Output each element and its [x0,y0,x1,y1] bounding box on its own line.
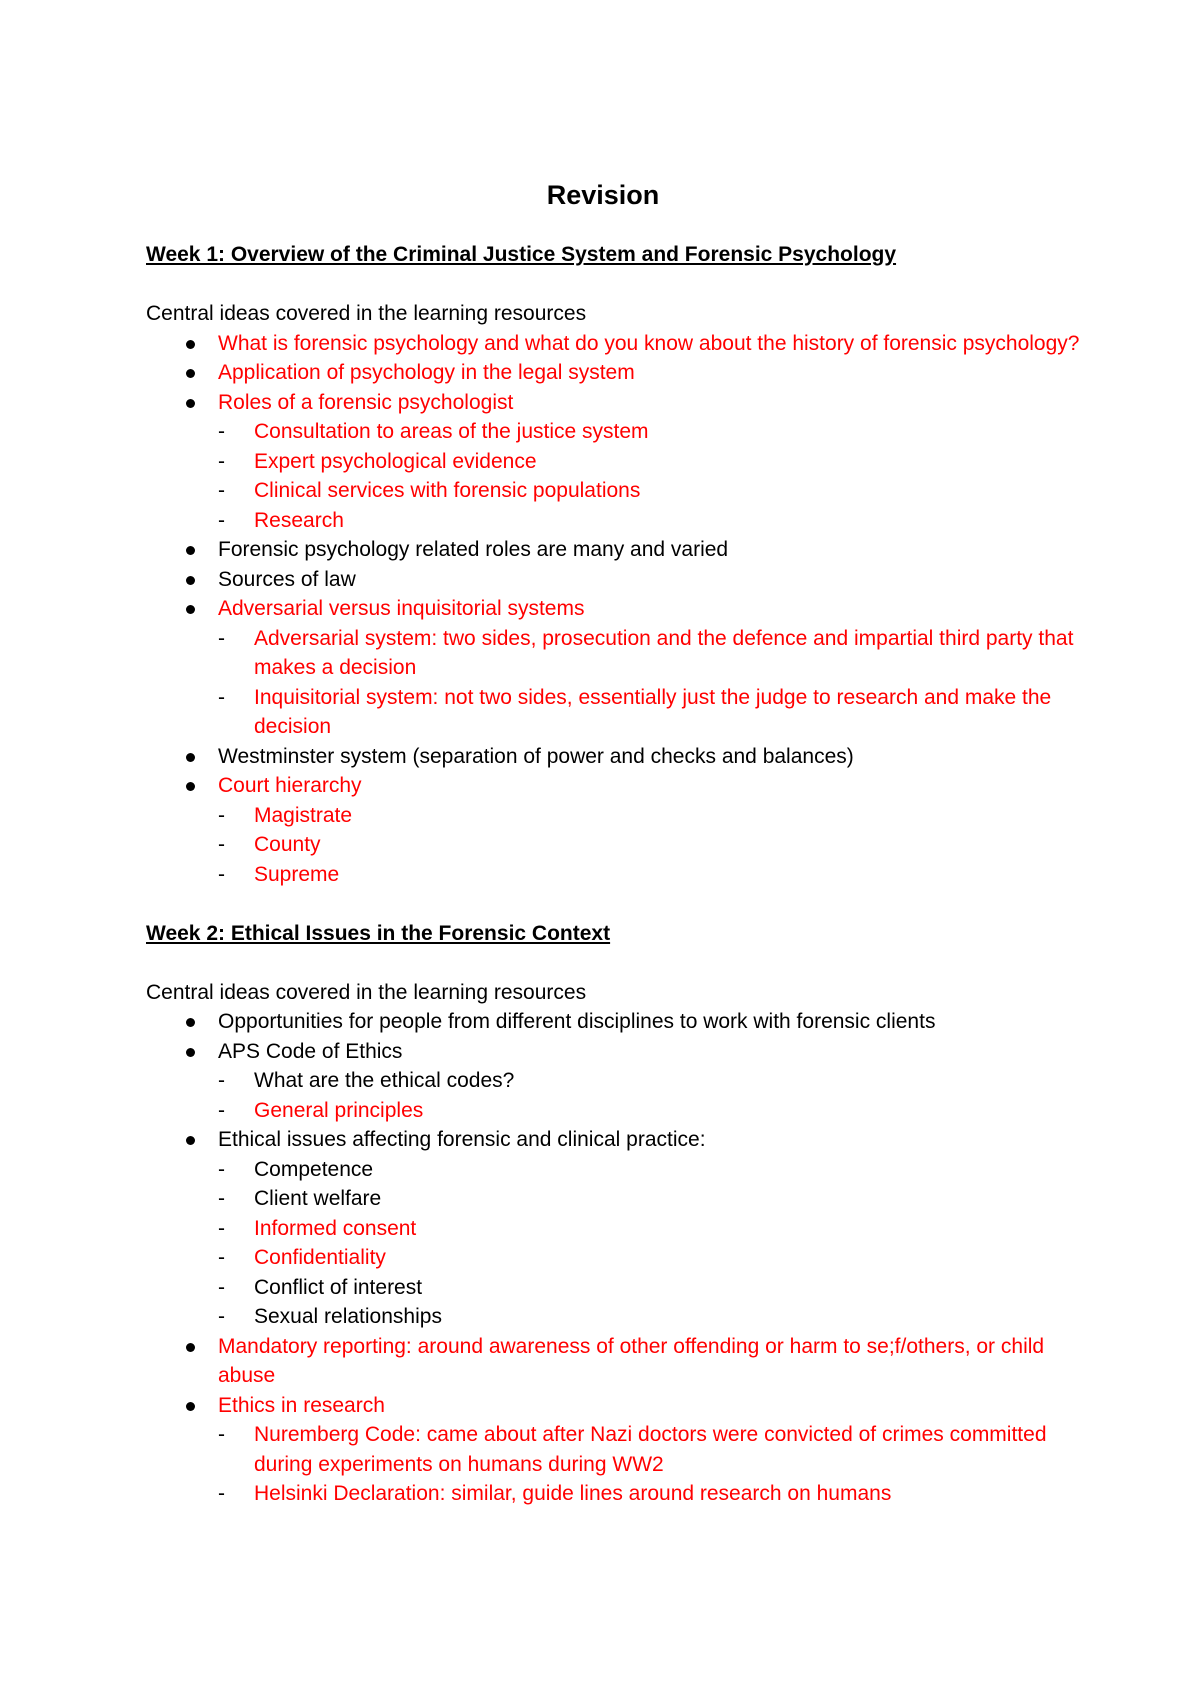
sub-item-text: County [254,833,321,856]
dash-icon: - [218,1482,225,1505]
dash-icon: - [218,449,225,473]
sub-list [218,624,1086,742]
section-intro: Central ideas covered in the learning resources [146,980,587,1004]
bullet-text: Mandatory reporting: around awareness of other offending or harm to se;f/others, or child abuse [218,1334,1045,1387]
bullet-item [146,1007,1086,1037]
section-heading: Week 1: Overview of the Criminal Justice System and Forensic Psychology [146,243,897,266]
sub-item [218,417,1086,447]
bullet-text: Roles of a forensic psychologist [218,390,514,414]
bullet-dot-icon [186,1136,195,1145]
bullet-dot-icon [186,1343,195,1352]
bullet-dot-icon [186,782,195,791]
dash-icon: - [218,685,225,709]
sub-item-text: What are the ethical codes? [254,1069,515,1092]
sub-item [218,1302,1086,1332]
dash-icon: - [218,862,225,886]
bullet-item [146,565,1086,595]
bullet-item [146,358,1086,388]
bullet-item [146,329,1086,359]
dash-icon: - [218,1157,225,1181]
bullet-text: Ethical issues affecting forensic and clinical practice: [218,1128,706,1151]
bullet-dot-icon [186,340,195,349]
dash-icon: - [218,1305,225,1328]
sub-item [218,1066,1086,1096]
dash-icon: - [218,508,225,532]
sub-list [218,801,1086,890]
sub-item-text: Clinical services with forensic populations [254,479,641,502]
bullet-dot-icon [186,1402,195,1411]
sub-item [218,860,1086,890]
dash-icon: - [218,1275,225,1299]
dash-icon: - [218,479,225,502]
sub-item-text: Nuremberg Code: came about after Nazi doctors were convicted of crimes committed during experiments on humans during WW2 [254,1423,1047,1476]
dash-icon: - [218,420,225,443]
sub-item [218,476,1086,506]
bullet-item [146,1125,1086,1332]
bullet-item [146,388,1086,536]
bullet-dot-icon [186,1048,195,1057]
bullet-list [146,1007,1086,1509]
sub-item [218,506,1086,536]
sub-item [218,683,1086,742]
sub-item-text: Adversarial system: two sides, prosecution and the defence and impartial third party that makes a decision [254,626,1074,679]
section-spacer [146,889,1086,919]
bullet-dot-icon [186,1018,195,1027]
sub-item-text: Research [254,508,344,532]
sub-item [218,447,1086,477]
bullet-dot-icon [186,576,195,585]
dash-icon: - [218,1423,225,1446]
sub-item [218,1155,1086,1185]
sub-list [218,1066,1086,1125]
dash-icon: - [218,833,225,856]
bullet-dot-icon [186,369,195,378]
bullet-text: Ethics in research [218,1393,385,1417]
sub-item-text: Supreme [254,862,340,886]
bullet-text: APS Code of Ethics [218,1039,403,1063]
bullet-text: Westminster system (separation of power and checks and balances) [218,744,854,768]
sub-list [218,417,1086,535]
bullet-text: Application of psychology in the legal system [218,361,635,384]
bullet-text: Opportunities for people from different disciplines to work with forensic clients [218,1010,936,1033]
bullet-item [146,1332,1086,1391]
bullet-list [146,329,1086,890]
bullet-item [146,1391,1086,1509]
sub-item [218,1479,1086,1509]
bullet-text: Forensic psychology related roles are many and varied [218,538,729,561]
sub-list [218,1155,1086,1332]
bullet-item [146,742,1086,772]
sub-item-text: Expert psychological evidence [254,449,537,473]
sub-item [218,830,1086,860]
section-week-1 [146,240,1086,919]
section-week-2 [146,919,1086,1509]
sub-item [218,801,1086,831]
sub-item [218,1243,1086,1273]
bullet-item [146,1037,1086,1126]
bullet-text: What is forensic psychology and what do you know about the history of forensic psychology? [218,331,1080,355]
sub-item-text: Helsinki Declaration: similar, guide lines around research on humans [254,1482,892,1505]
sub-item-text: Confidentiality [254,1246,386,1269]
sub-item [218,1420,1086,1479]
document-title: Revision [546,180,660,210]
dash-icon: - [218,1246,225,1269]
sub-item [218,1184,1086,1214]
bullet-text: Adversarial versus inquisitorial systems [218,597,585,620]
dash-icon: - [218,1098,225,1122]
sub-item-text: Competence [254,1157,374,1181]
sub-item-text: General principles [254,1098,424,1122]
sub-item-text: Consultation to areas of the justice system [254,420,649,443]
bullet-dot-icon [186,399,195,408]
sub-item [218,1214,1086,1244]
bullet-dot-icon [186,753,195,762]
dash-icon: - [218,803,225,827]
bullet-item [146,594,1086,742]
section-intro: Central ideas covered in the learning resources [146,302,587,325]
document-page [146,178,1086,1509]
dash-icon: - [218,1216,225,1240]
bullet-text: Court hierarchy [218,774,362,797]
sub-item-text: Informed consent [254,1216,417,1240]
bullet-dot-icon [186,546,195,555]
sub-item-text: Inquisitorial system: not two sides, essentially just the judge to research and make the decision [254,685,1052,738]
sub-item [218,1273,1086,1303]
sub-list [218,1420,1086,1509]
sub-item-text: Conflict of interest [254,1275,423,1299]
bullet-item [146,535,1086,565]
sub-item [218,624,1086,683]
sub-item-text: Client welfare [254,1187,382,1210]
section-heading: Week 2: Ethical Issues in the Forensic Context [146,921,611,945]
dash-icon: - [218,1187,225,1210]
sub-item-text: Magistrate [254,803,353,827]
dash-icon: - [218,1069,225,1092]
bullet-dot-icon [186,605,195,614]
bullet-text: Sources of law [218,567,356,591]
dash-icon: - [218,626,225,650]
sections-container [146,240,1086,1509]
sub-item-text: Sexual relationships [254,1305,442,1328]
sub-item [218,1096,1086,1126]
bullet-item [146,771,1086,889]
